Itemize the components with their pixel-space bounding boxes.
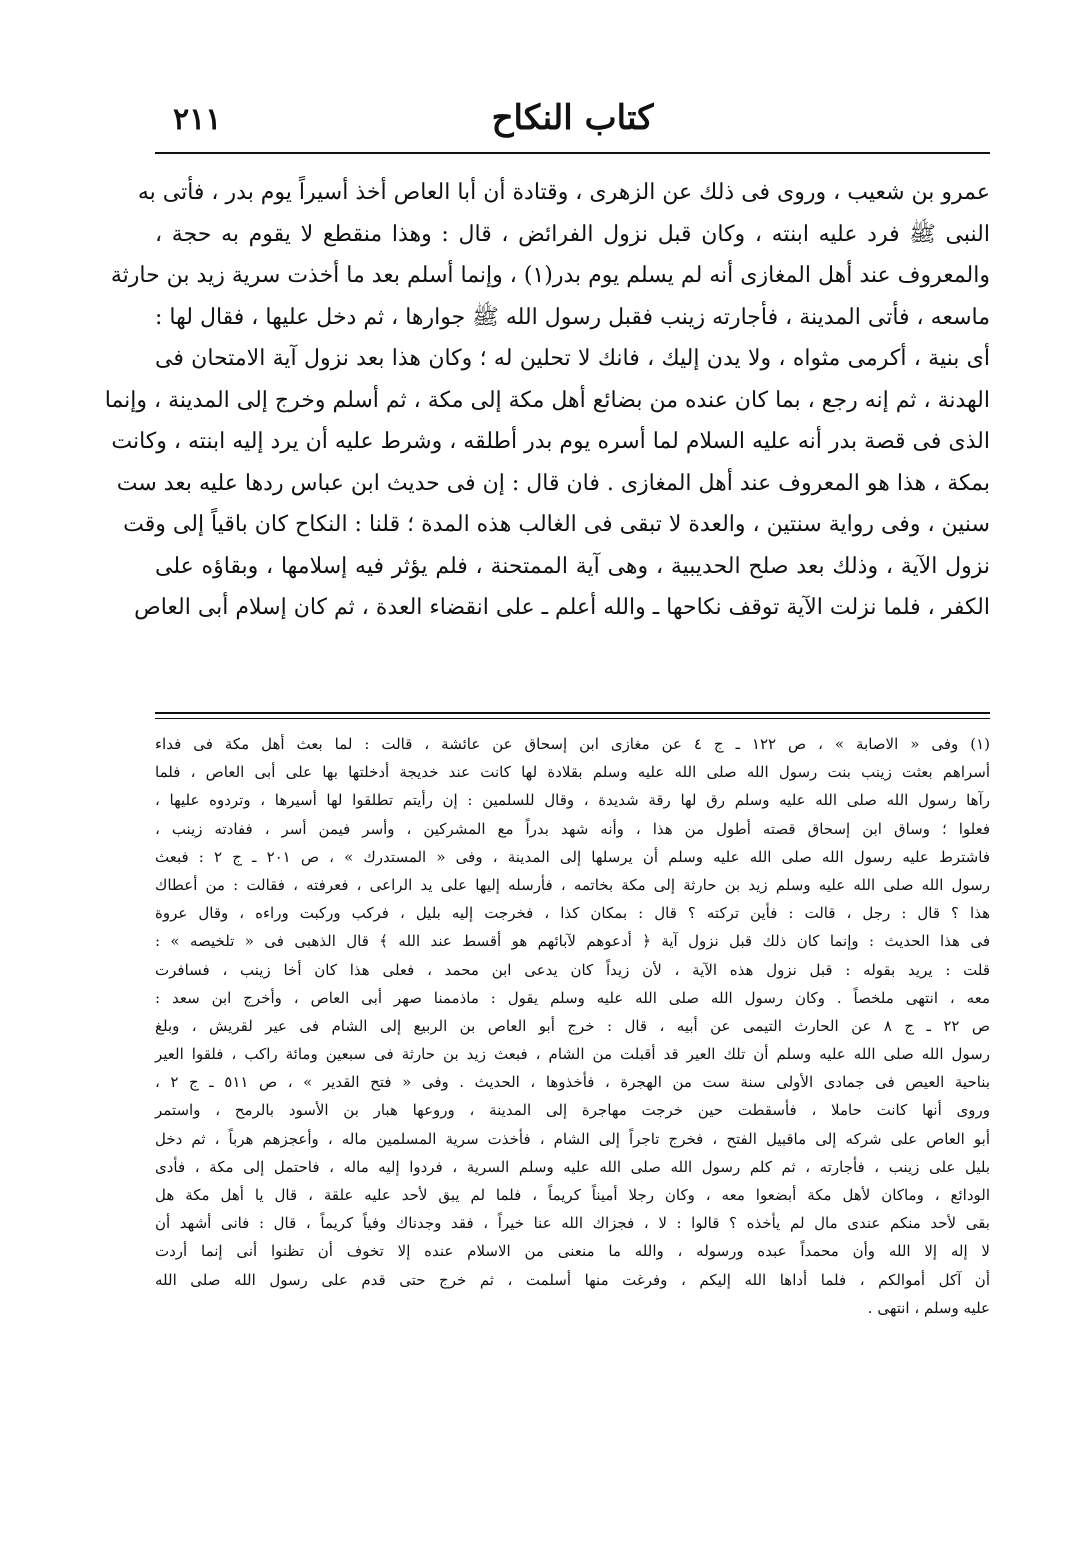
footnote-line: فى هذا الحديث : وإنما كان ذلك قبل نزول آية ﴿ أدعوهم لآبائهم هو أقسط عند الله ﴾ قال الذهبى فى « تلخيصه » : bbox=[155, 932, 990, 951]
footnote-line: أن آكل أموالكم ، فلما أداها الله إليكم ، وفرغت منها أسلمت ، ثم خرج حتى قدم على رسول الله صلى الله bbox=[155, 1270, 990, 1289]
footnotes bbox=[155, 730, 990, 1322]
main-line: أى بنية ، أكرمى مثواه ، ولا يدن إليك ، فانك لا تحلين له ؛ وكان هذا بعد نزول آية الامتحان فى bbox=[155, 346, 990, 371]
main-line: ماسعه ، فأتى المدينة ، فأجارته زينب فقبل رسول الله ﷺ جوارها ، ثم دخل عليها ، فقال لها : bbox=[155, 304, 990, 330]
footnote-divider-thin bbox=[155, 718, 990, 719]
footnote-line: معه ، انتهى ملخصاً . وكان رسول الله صلى الله عليه وسلم يقول : ماذممنا صهر أبى العاص ، وأخرج ابن سعد : bbox=[155, 988, 990, 1007]
page-number: ٢١١ bbox=[173, 102, 222, 137]
footnote-line: أبو العاص على شركه إلى ماقبيل الفتح ، فخرج تاجراً إلى الشام ، فأخذت سرية المسلمين ماله ، وأعجزهم هرباً ، ثم دخل bbox=[155, 1129, 990, 1148]
footnote-line: ص ٢٢ ـ ج ٨ عن الحارث التيمى عن أبيه ، قال : خرج أبو العاص بن الربيع إلى الشام فى عير لقريش ، وبلغ bbox=[155, 1016, 990, 1035]
chapter-title: كتاب النكاح bbox=[491, 98, 654, 138]
main-line: الذى فى قصة بدر أنه عليه السلام لما أسره يوم بدر أطلقه ، وشرط عليه أن يرد إليه ابنته ، وكانت bbox=[111, 429, 990, 454]
header-divider bbox=[155, 152, 990, 154]
book-page bbox=[104, 98, 990, 1317]
footnote-line: رسول الله صلى الله عليه وسلم زيد بن حارثة إلى مكة بخاتمه ، فأرسله إليها على يد الراعى ، فعرفته ، فقالت : من أعطاك bbox=[155, 875, 990, 894]
footnote-line: لا إله إلا الله وأن محمداً عبده ورسوله ، والله ما منعنى من الاسلام عنده إلا تخوف أن تظنوا أنى إنما أردت bbox=[155, 1242, 990, 1261]
footnote-line: هذا ؟ قال : رجل ، قالت : فأين تركته ؟ قال : بمكان كذا ، فخرجت إليه بليل ، فركب وركبت وراءه ، وقال عروة bbox=[155, 904, 990, 923]
footnote-line: رآها رسول الله صلى الله عليه وسلم رق لها رقة شديدة ، وقال للسلمين : إن رأيتم تطلقوا لها أسيرها ، وتردوه عليها ، bbox=[155, 791, 990, 810]
main-line: عمرو بن شعيب ، وروى فى ذلك عن الزهرى ، وقتادة أن أبا العاص أخذ أسيراً يوم بدر ، فأتى به bbox=[137, 180, 990, 205]
main-line: نزول الآية ، وذلك بعد صلح الحديبية ، وهى آية الممتحنة ، فلم يؤثر فيه إسلامها ، وبقاؤه على bbox=[155, 553, 990, 579]
footnote-line: رسول الله صلى الله عليه وسلم أن تلك العير قد أقبلت من الشام ، فبعث زيد بن حارثة فى سبعين ومائة راكب ، فلقوا العير bbox=[155, 1045, 990, 1064]
footnote-line: فاشترط عليه رسول الله صلى الله عليه وسلم أن يرسلها إلى المدينة ، وفى « المستدرك » ، ص ٢٠١ ـ ج ٢ : فبعث bbox=[155, 847, 990, 866]
main-line: سنين ، وفى رواية سنتين ، والعدة لا تبقى فى الغالب هذه المدة ؛ قلنا : النكاح كان باقياً إلى وقت bbox=[123, 512, 990, 537]
footnote-line: بقى لأحد منكم عندى مال لم يأخذه ؟ قالوا : لا ، فجزاك الله عنا خيراً ، فقد وجدناك وفياً كريماً ، قال : فانى أشهد أن bbox=[155, 1214, 990, 1233]
main-line: الهدنة ، ثم إنه رجع ، بما كان عنده من بضائع أهل مكة إلى مكة ، ثم أسلم وخرج إلى المدينة ، وإنما bbox=[104, 387, 990, 413]
main-text bbox=[104, 172, 990, 629]
main-line: والمعروف عند أهل المغازى أنه لم يسلم يوم بدر(١) ، وإنما أسلم بعد ما أخذت سرية زيد بن حارثة bbox=[110, 263, 990, 288]
footnote-line: بليل على زينب ، فأجارته ، ثم كلم رسول الله صلى الله عليه وسلم السرية ، فردوا إليه ماله ، فاحتمل إلى مكة ، فأدى bbox=[155, 1157, 990, 1176]
footnote-line: عليه وسلم ، انتهى . bbox=[867, 1298, 990, 1317]
main-line: الكفر ، فلما نزلت الآية توقف نكاحها ـ والله أعلم ـ على انقضاء العدة ، ثم كان إسلام أبى العاص bbox=[134, 595, 990, 620]
footnote-line: فعلوا ؛ وساق ابن إسحاق قصته أطول من هذا ، وأنه شهد بدراً مع المشركين ، وأسر فيمن أسر ، ففادته زينب ، bbox=[155, 819, 990, 838]
footnote-line: أسراهم بعثت زينب بنت رسول الله صلى الله عليه وسلم بقلادة لها كانت عند خديجة أدخلتها بها على أبى العاص ، فلما bbox=[155, 763, 990, 782]
footnote-line: وروى أنها كانت حاملا ، فأسقطت حين خرجت مهاجرة إلى المدينة ، وروعها هبار بن الأسود بالرمح ، واستمر bbox=[155, 1101, 990, 1120]
footnote-divider bbox=[155, 712, 990, 714]
main-line: النبى ﷺ فرد عليه ابنته ، وكان قبل نزول الفرائض ، قال : وهذا منقطع لا يقوم به حجة ، bbox=[155, 221, 990, 247]
footnote-line: بناحية العيص فى جمادى الأولى سنة ست من الهجرة ، فأخذوها ، الحديث . وفى « فتح القدير » ، ص ٥١١ ـ ج ٢ ، bbox=[155, 1073, 990, 1092]
page-header bbox=[155, 98, 990, 148]
footnote-line: قلت : يريد بقوله : قبل نزول هذه الآية ، لأن زيداً كان يدعى ابن محمد ، فعلى هذا كان أخا زينب ، فسافرت bbox=[155, 960, 990, 979]
footnote-line: الودائع ، وماكان لأهل مكة أبضعوا معه ، وكان رجلا أميناً كريماً ، فلما لم يبق لأحد عليه علقة ، قال يا أهل مكة هل bbox=[155, 1186, 990, 1204]
footnote-line: (١) وفى « الاصابة » ، ص ١٢٢ ـ ج ٤ عن مغازى ابن إسحاق عن عائشة ، قالت : لما بعث أهل مكة فى فداء bbox=[155, 735, 990, 753]
main-line: بمكة ، هذا هو المعروف عند أهل المغازى . فان قال : إن فى حديث ابن عباس ردها عليه بعد ست bbox=[116, 470, 990, 496]
